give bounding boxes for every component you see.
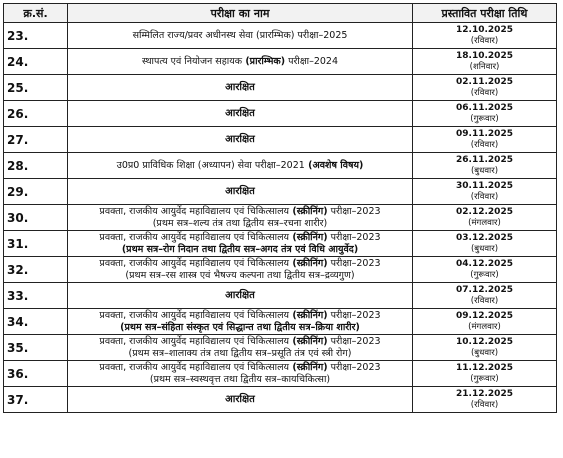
exam-name-cell — [68, 257, 413, 283]
exam-session-details: (प्रथम सत्र–शालाक्य तंत्र तथा द्वितीय सत्र–प्रसूति तंत्र एवं स्त्री रोग) — [128, 347, 352, 359]
exam-name-cell — [68, 23, 413, 49]
exam-day: (रविवार) — [470, 295, 499, 306]
exam-name-cell — [68, 387, 413, 413]
serial-number-cell: 30. — [4, 205, 68, 231]
exam-name-text: प्रवक्ता, राजकीय आयुर्वेद महाविद्यालय एवं चिकित्सालय — [99, 361, 290, 373]
exam-name-cell — [68, 101, 413, 127]
table-row — [4, 361, 557, 387]
exam-name-text: प्रवक्ता, राजकीय आयुर्वेद महाविद्यालय एवं चिकित्सालय — [99, 309, 290, 321]
exam-day: (शनिवार) — [469, 61, 500, 72]
exam-date: 09.12.2025 — [456, 310, 513, 321]
table-header — [4, 4, 557, 23]
serial-number-cell: 31. — [4, 231, 68, 257]
exam-name-line — [117, 160, 364, 171]
exam-name-cell — [68, 283, 413, 309]
exam-date: 02.11.2025 — [456, 76, 513, 87]
exam-day: (रविवार) — [470, 191, 499, 202]
exam-name-suffix: परीक्षा–2023 — [327, 205, 381, 217]
serial-number-cell: 34. — [4, 309, 68, 335]
table-row — [4, 205, 557, 231]
exam-date: 12.10.2025 — [456, 24, 513, 35]
exam-date: 02.12.2025 — [456, 206, 513, 217]
exam-name-bold-part: (प्रारम्भिक) — [242, 55, 286, 67]
serial-number-cell: 32. — [4, 257, 68, 283]
proposed-date-cell — [413, 205, 557, 231]
exam-name-line — [99, 362, 380, 373]
exam-name-text: स्थापत्य एवं नियोजन सहायक — [141, 55, 243, 67]
exam-day: (रविवार) — [470, 139, 499, 150]
exam-date: 18.10.2025 — [456, 50, 513, 61]
table-row — [4, 387, 557, 413]
exam-name-cell — [68, 335, 413, 361]
exam-name-suffix: परीक्षा–2023 — [327, 361, 381, 373]
exam-name-header: परीक्षा का नाम — [68, 4, 413, 23]
serial-number-cell: 35. — [4, 335, 68, 361]
exam-name-text: सम्मिलित राज्य/प्रवर अधीनस्थ सेवा (प्रारम्भिक) परीक्षा–2025 — [132, 29, 348, 41]
exam-day: (गुरूवार) — [470, 269, 499, 280]
serial-number-cell: 24. — [4, 49, 68, 75]
exam-name-bold-part: (स्क्रीनिंग) — [289, 335, 328, 347]
exam-name-bold-part: (अवशेष विषय) — [304, 159, 364, 171]
exam-date: 11.12.2025 — [456, 362, 513, 373]
exam-name-cell — [68, 205, 413, 231]
exam-day: (रविवार) — [470, 87, 499, 98]
exam-name-line — [225, 134, 255, 145]
exam-name-cell — [68, 75, 413, 101]
exam-name-cell — [68, 309, 413, 335]
table-row — [4, 283, 557, 309]
serial-number-cell: 23. — [4, 23, 68, 49]
serial-number-cell: 33. — [4, 283, 68, 309]
exam-session-details: (प्रथम सत्र–शल्य तंत्र तथा द्वितीय सत्र–रचना शारीर) — [152, 217, 328, 229]
header-row — [4, 4, 557, 23]
exam-name-line — [99, 232, 380, 243]
exam-name-text: प्रवक्ता, राजकीय आयुर्वेद महाविद्यालय एवं चिकित्सालय — [99, 205, 290, 217]
serial-number-cell: 36. — [4, 361, 68, 387]
exam-day: (बुधवार) — [470, 243, 499, 254]
table-row — [4, 153, 557, 179]
exam-schedule-table — [3, 3, 557, 413]
serial-number-cell: 26. — [4, 101, 68, 127]
exam-day: (बुधवार) — [470, 347, 499, 358]
exam-date: 26.11.2025 — [456, 154, 513, 165]
exam-name-line — [225, 82, 255, 93]
exam-name-suffix: परीक्षा–2023 — [327, 309, 381, 321]
proposed-date-cell — [413, 231, 557, 257]
exam-day: (मंगलवार) — [468, 321, 501, 332]
exam-date: 09.11.2025 — [456, 128, 513, 139]
serial-number-cell: 27. — [4, 127, 68, 153]
exam-name-line — [99, 206, 380, 217]
table-row — [4, 257, 557, 283]
exam-date: 03.12.2025 — [456, 232, 513, 243]
table-row — [4, 309, 557, 335]
exam-name-bold-part: (स्क्रीनिंग) — [289, 205, 328, 217]
proposed-date-cell — [413, 75, 557, 101]
exam-name-text: आरक्षित — [225, 289, 255, 301]
proposed-date-cell — [413, 179, 557, 205]
exam-day: (बुधवार) — [470, 165, 499, 176]
table-row — [4, 231, 557, 257]
exam-session-details: (प्रथम सत्र–रोग निदान तथा द्वितीय सत्र–अगद तंत्र एवं विधि आयुर्वेद) — [121, 243, 359, 255]
table-row — [4, 49, 557, 75]
exam-day: (गुरूवार) — [470, 113, 499, 124]
exam-name-text: प्रवक्ता, राजकीय आयुर्वेद महाविद्यालय एवं चिकित्सालय — [99, 335, 290, 347]
exam-name-bold-part: (स्क्रीनिंग) — [289, 309, 328, 321]
exam-date: 21.12.2025 — [456, 388, 513, 399]
serial-number-cell: 29. — [4, 179, 68, 205]
proposed-date-cell — [413, 335, 557, 361]
serial-number-cell: 37. — [4, 387, 68, 413]
exam-name-cell — [68, 361, 413, 387]
proposed-date-cell — [413, 387, 557, 413]
proposed-date-cell — [413, 23, 557, 49]
exam-name-text: आरक्षित — [225, 81, 255, 93]
exam-name-line — [225, 394, 255, 405]
proposed-date-cell — [413, 283, 557, 309]
exam-day: (गुरूवार) — [470, 373, 499, 384]
exam-name-text: प्रवक्ता, राजकीय आयुर्वेद महाविद्यालय एवं चिकित्सालय — [99, 257, 290, 269]
table-row — [4, 75, 557, 101]
exam-name-line — [142, 56, 338, 67]
exam-name-line — [225, 290, 255, 301]
table-row — [4, 179, 557, 205]
exam-name-line — [99, 336, 380, 347]
table-row — [4, 127, 557, 153]
exam-name-text: उ0प्र0 प्राविधिक शिक्षा (अध्यापन) सेवा परीक्षा–2021 — [116, 159, 305, 171]
exam-name-cell — [68, 231, 413, 257]
exam-name-suffix: परीक्षा–2023 — [327, 257, 381, 269]
exam-date: 30.11.2025 — [456, 180, 513, 191]
exam-name-line — [99, 258, 380, 269]
exam-name-bold-part: (स्क्रीनिंग) — [289, 231, 328, 243]
exam-name-line — [225, 186, 255, 197]
exam-session-details: (प्रथम सत्र–संहिता संस्कृत एवं सिद्धान्त तथा द्वितीय सत्र–क्रिया शारीर) — [120, 321, 360, 333]
exam-name-cell — [68, 153, 413, 179]
exam-day: (रविवार) — [470, 399, 499, 410]
exam-day: (मंगलवार) — [468, 217, 501, 228]
table-row — [4, 335, 557, 361]
exam-day: (रविवार) — [470, 35, 499, 46]
exam-name-line — [225, 108, 255, 119]
exam-name-text: आरक्षित — [225, 393, 255, 405]
exam-name-cell — [68, 179, 413, 205]
exam-name-bold-part: (स्क्रीनिंग) — [289, 257, 328, 269]
exam-date: 07.12.2025 — [456, 284, 513, 295]
table-row — [4, 23, 557, 49]
exam-name-cell — [68, 127, 413, 153]
exam-date: 06.11.2025 — [456, 102, 513, 113]
proposed-date-cell — [413, 127, 557, 153]
proposed-date-cell — [413, 153, 557, 179]
exam-date: 10.12.2025 — [456, 336, 513, 347]
proposed-date-cell — [413, 49, 557, 75]
exam-name-text: आरक्षित — [225, 185, 255, 197]
exam-name-suffix: परीक्षा–2024 — [285, 55, 339, 67]
proposed-date-cell — [413, 309, 557, 335]
proposed-date-cell — [413, 361, 557, 387]
table-body — [4, 23, 557, 413]
serial-number-cell: 25. — [4, 75, 68, 101]
proposed-date-cell — [413, 101, 557, 127]
exam-name-text: प्रवक्ता, राजकीय आयुर्वेद महाविद्यालय एवं चिकित्सालय — [99, 231, 290, 243]
exam-name-suffix: परीक्षा–2023 — [327, 231, 381, 243]
proposed-date-header: प्रस्तावित परीक्षा तिथि — [413, 4, 557, 23]
exam-name-bold-part: (स्क्रीनिंग) — [289, 361, 328, 373]
exam-session-details: (प्रथम सत्र–रस शास्त्र एवं भैषज्य कल्पना तथा द्वितीय सत्र–द्रव्यगुण) — [125, 269, 355, 281]
table-row — [4, 101, 557, 127]
exam-name-suffix: परीक्षा–2023 — [327, 335, 381, 347]
exam-session-details: (प्रथम सत्र–स्वस्थवृत्त तथा द्वितीय सत्र–कायचिकित्सा) — [149, 373, 331, 385]
exam-name-line — [133, 30, 348, 41]
proposed-date-cell — [413, 257, 557, 283]
exam-name-text: आरक्षित — [225, 133, 255, 145]
serial-header: क्र.सं. — [4, 4, 68, 23]
serial-number-cell: 28. — [4, 153, 68, 179]
exam-name-cell — [68, 49, 413, 75]
exam-name-line — [99, 310, 380, 321]
exam-name-text: आरक्षित — [225, 107, 255, 119]
exam-date: 04.12.2025 — [456, 258, 513, 269]
